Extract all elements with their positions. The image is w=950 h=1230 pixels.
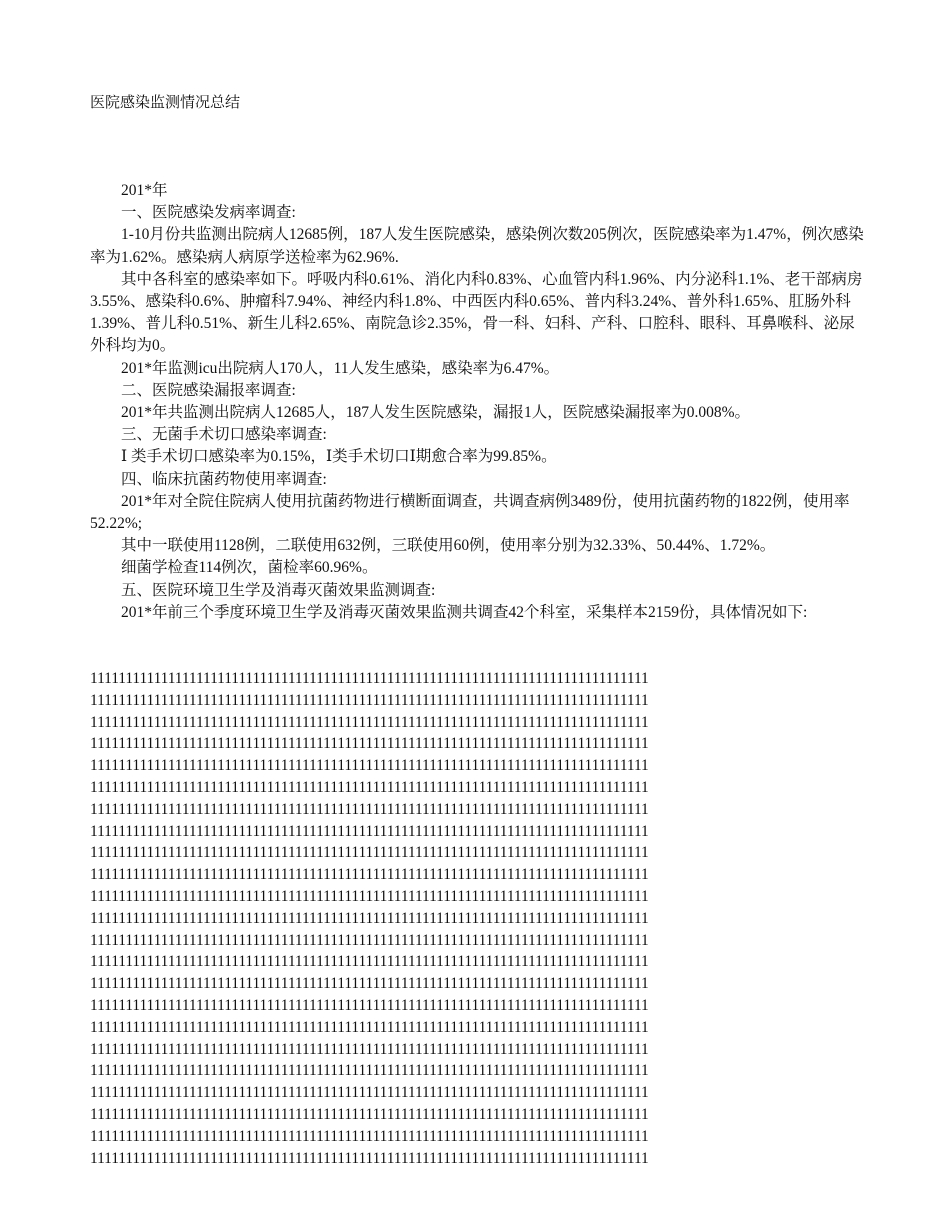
filler-line: 1111111111111111111111111111111111111111111111111111111111111111111111111111111 xyxy=(90,866,649,884)
paragraph-incidence-summary: 1-10月份共监测出院病人12685例，187人发生医院感染，感染例次数205例次，医院感染率为1.47%，例次感染率为1.62%。感染病人病原学送检率为62.96%. xyxy=(90,226,864,266)
filler-line: 1111111111111111111111111111111111111111111111111111111111111111111111111111111 xyxy=(90,822,649,840)
filler-line: 1111111111111111111111111111111111111111111111111111111111111111111111111111111 xyxy=(90,735,649,753)
document-body xyxy=(90,180,865,624)
filler-line: 1111111111111111111111111111111111111111111111111111111111111111111111111111111 xyxy=(90,1040,649,1058)
filler-line: 1111111111111111111111111111111111111111111111111111111111111111111111111111111 xyxy=(90,670,649,687)
filler-line: 1111111111111111111111111111111111111111111111111111111111111111111111111111111 xyxy=(90,953,649,971)
document-title: 医院感染监测情况总结 xyxy=(90,95,241,111)
filler-text-block xyxy=(90,668,865,1169)
filler-line: 1111111111111111111111111111111111111111111111111111111111111111111111111111111 xyxy=(90,713,649,731)
filler-line: 1111111111111111111111111111111111111111111111111111111111111111111111111111111 xyxy=(90,996,649,1014)
filler-line: 1111111111111111111111111111111111111111111111111111111111111111111111111111111 xyxy=(90,1062,649,1080)
section-heading-infection-incidence: 一、医院感染发病率调查: xyxy=(121,204,296,222)
year-heading: 201*年 xyxy=(121,182,168,199)
filler-line: 1111111111111111111111111111111111111111111111111111111111111111111111111111111 xyxy=(90,931,649,949)
filler-line: 1111111111111111111111111111111111111111111111111111111111111111111111111111111 xyxy=(90,691,649,709)
paragraph-environment-hygiene: 201*年前三个季度环境卫生学及消毒灭菌效果监测共调查42个科室，采集样本2159份，具体情况如下: xyxy=(121,603,808,621)
paragraph-antibiotic-survey: 201*年对全院住院病人使用抗菌药物进行横断面调查，共调查病例3489份，使用抗菌药物的1822例，使用率52.22%; xyxy=(90,492,850,533)
paragraph-bacteriology: 细菌学检查114例次，菌检率60.96%。 xyxy=(121,559,378,577)
filler-line: 1111111111111111111111111111111111111111111111111111111111111111111111111111111 xyxy=(90,1084,649,1102)
paragraph-underreporting: 201*年共监测出院病人12685人，187人发生医院感染，漏报1人，医院感染漏报率为0.008%。 xyxy=(121,404,751,422)
filler-line: 1111111111111111111111111111111111111111111111111111111111111111111111111111111 xyxy=(90,1018,649,1036)
filler-line: 1111111111111111111111111111111111111111111111111111111111111111111111111111111 xyxy=(90,844,649,862)
section-heading-antibiotic-use: 四、临床抗菌药物使用率调查: xyxy=(121,470,327,488)
paragraph-icu: 201*年监测icu出院病人170人，11人发生感染，感染率为6.47%。 xyxy=(121,359,560,377)
filler-line: 1111111111111111111111111111111111111111111111111111111111111111111111111111111 xyxy=(90,1149,649,1167)
paragraph-surgical-incision: Ⅰ 类手术切口感染率为0.15%，Ⅰ类手术切口Ⅰ期愈合率为99.85%。 xyxy=(121,448,557,466)
filler-line: 1111111111111111111111111111111111111111111111111111111111111111111111111111111 xyxy=(90,887,649,905)
section-heading-underreporting: 二、医院感染漏报率调查: xyxy=(121,381,296,399)
filler-line: 1111111111111111111111111111111111111111111111111111111111111111111111111111111 xyxy=(90,778,649,796)
filler-line: 1111111111111111111111111111111111111111111111111111111111111111111111111111111 xyxy=(90,975,649,993)
filler-line: 1111111111111111111111111111111111111111111111111111111111111111111111111111111 xyxy=(90,1127,649,1145)
paragraph-antibiotic-combinations: 其中一联使用1128例，二联使用632例，三联使用60例，使用率分别为32.33%、50.44%、1.72%。 xyxy=(121,537,776,555)
paragraph-department-rates: 其中各科室的感染率如下。呼吸内科0.61%、消化内科0.83%、心血管内科1.96%、内分泌科1.1%、老干部病房3.55%、感染科0.6%、肿瘤科7.94%、神经内科1.8%、中西医内科0.65%、普内科3.24%、普外科1.65%、肛肠外科1.39%、普儿科0.51%、新生儿科2.65%、南院急诊2.35%，骨一科、妇科、产科、口腔科、眼科、耳鼻喉科、泌尿外科均为0。 xyxy=(90,270,863,355)
filler-line: 1111111111111111111111111111111111111111111111111111111111111111111111111111111 xyxy=(90,1105,649,1123)
filler-line: 1111111111111111111111111111111111111111111111111111111111111111111111111111111 xyxy=(90,909,649,927)
filler-line: 1111111111111111111111111111111111111111111111111111111111111111111111111111111 xyxy=(90,800,649,818)
section-heading-surgical-incision: 三、无菌手术切口感染率调查: xyxy=(121,426,327,444)
filler-line: 1111111111111111111111111111111111111111111111111111111111111111111111111111111 xyxy=(90,757,649,775)
section-heading-environment-hygiene: 五、医院环境卫生学及消毒灭菌效果监测调查: xyxy=(121,581,436,599)
